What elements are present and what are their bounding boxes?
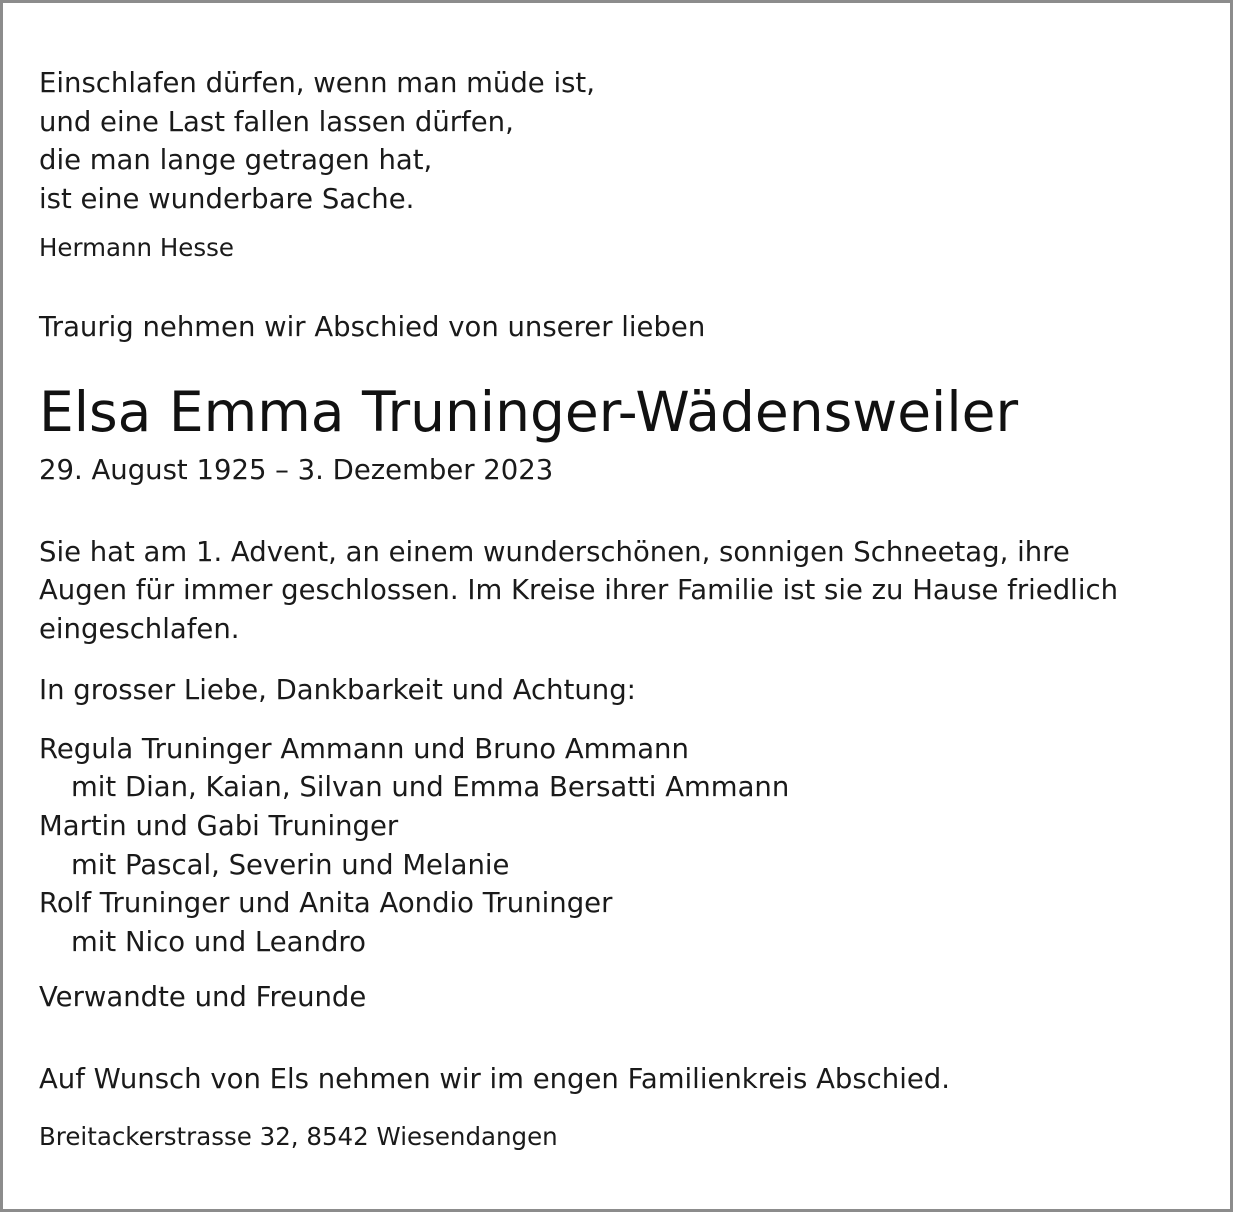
life-dates: 29. August 1925 – 3. Dezember 2023 <box>39 454 554 486</box>
intro-text: Traurig nehmen wir Abschied von unserer lieben <box>39 311 706 343</box>
farewell-note: Auf Wunsch von Els nehmen wir im engen Familienkreis Abschied. <box>39 1063 950 1095</box>
mourner-name: Rolf Truninger und Anita Aondio Truninger <box>39 887 613 919</box>
address: Breitackerstrasse 32, 8542 Wiesendangen <box>39 1122 558 1151</box>
message-line-3: eingeschlafen. <box>39 613 240 645</box>
poem-author: Hermann Hesse <box>39 233 234 262</box>
poem-line-4: ist eine wunderbare Sache. <box>39 183 415 215</box>
poem-line-2: und eine Last fallen lassen dürfen, <box>39 106 514 138</box>
message-line-2: Augen für immer geschlossen. Im Kreise ihrer Familie ist sie zu Hause friedlich <box>39 574 1119 606</box>
poem-line-3: die man lange getragen hat, <box>39 144 433 176</box>
relatives-text: Verwandte und Freunde <box>39 981 367 1013</box>
closing-text: In grosser Liebe, Dankbarkeit und Achtung: <box>39 674 636 706</box>
deceased-name: Elsa Emma Truninger-Wädensweiler <box>39 380 1019 444</box>
mourner-children: mit Dian, Kaian, Silvan und Emma Bersatti Ammann <box>71 771 790 803</box>
mourner-children: mit Nico und Leandro <box>71 926 366 958</box>
mourner-children: mit Pascal, Severin und Melanie <box>71 849 510 881</box>
poem-line-1: Einschlafen dürfen, wenn man müde ist, <box>39 67 595 99</box>
mourner-name: Martin und Gabi Truninger <box>39 810 399 842</box>
message-line-1: Sie hat am 1. Advent, an einem wunderschönen, sonnigen Schneetag, ihre <box>39 536 1070 568</box>
mourner-name: Regula Truninger Ammann und Bruno Ammann <box>39 733 689 765</box>
